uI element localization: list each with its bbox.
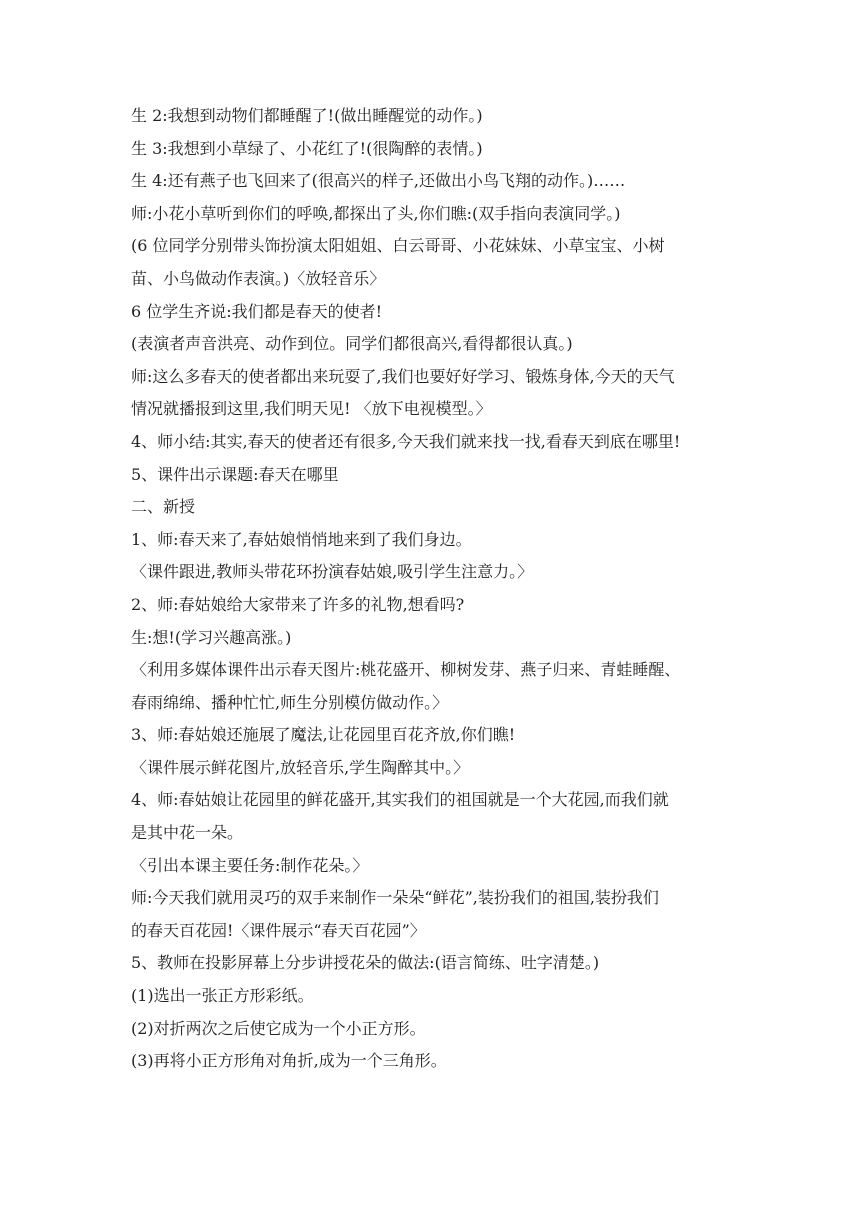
text-line: 〈利用多媒体课件出示春天图片:桃花盛开、柳树发芽、燕子归来、青蛙睡醒、 (131, 660, 681, 680)
list-item: (1)选出一张正方形彩纸。 (131, 986, 314, 1006)
text-line: 生 2:我想到动物们都睡醒了!(做出睡醒觉的动作。) (131, 106, 483, 125)
text-line: 苗、小鸟做动作表演。)〈放轻音乐〉 (131, 268, 386, 288)
text-line: 情况就播报到这里,我们明天见! 〈放下电视模型。〉 (131, 399, 492, 419)
document-body (131, 100, 751, 1078)
text-line: (6 位同学分别带头饰扮演太阳姐姐、白云哥哥、小花妹妹、小草宝宝、小树 (131, 236, 665, 256)
text-line: 〈课件展示鲜花图片,放轻音乐,学生陶醉其中。〉 (131, 757, 470, 777)
text-line: (表演者声音洪亮、动作到位。同学们都很高兴,看得都很认真。) (131, 334, 573, 354)
text-line: 生 4:还有燕子也飞回来了(很高兴的样子,还做出小鸟飞翔的动作。)…… (131, 171, 626, 191)
text-line: 5、教师在投影屏幕上分步讲授花朵的做法:(语言简练、吐字清楚。) (131, 953, 600, 973)
text-line: 4、师小结:其实,春天的使者还有很多,今天我们就来找一找,看春天到底在哪里! (131, 431, 681, 451)
text-line: 1、师:春天来了,春姑娘悄悄地来到了我们身边。 (131, 529, 472, 549)
text-line: 〈课件跟进,教师头带花环扮演春姑娘,吸引学生注意力。〉 (131, 562, 534, 582)
text-line: 师:小花小草听到你们的呼唤,都探出了头,你们瞧:(双手指向表演同学。) (131, 203, 621, 223)
text-line: 师:今天我们就用灵巧的双手来制作一朵朵“鲜花”,装扮我们的祖国,装扮我们 (131, 888, 659, 908)
text-line: 3、师:春姑娘还施展了魔法,让花园里百花齐放,你们瞧! (131, 725, 516, 745)
text-line: 6 位学生齐说:我们都是春天的使者! (131, 301, 383, 321)
list-item: (3)再将小正方形角对角折,成为一个三角形。 (131, 1051, 447, 1071)
text-line: 生 3:我想到小草绿了、小花红了!(很陶醉的表情。) (131, 138, 483, 158)
text-line: 2、师:春姑娘给大家带来了许多的礼物,想看吗? (131, 594, 465, 614)
text-line: 春雨绵绵、播种忙忙,师生分别模仿做动作。〉 (131, 692, 449, 712)
text-line: 的春天百花园!〈课件展示“春天百花园”〉 (131, 920, 426, 940)
list-item: (2)对折两次之后使它成为一个小正方形。 (131, 1018, 426, 1038)
text-line: 生:想!(学习兴趣高涨。) (131, 627, 292, 647)
text-line: 师:这么多春天的使者都出来玩耍了,我们也要好好学习、锻炼身体,今天的天气 (131, 366, 675, 386)
text-line: 是其中花一朵。 (131, 823, 244, 843)
text-line: 4、师:春姑娘让花园里的鲜花盛开,其实我们的祖国就是一个大花园,而我们就 (131, 790, 669, 810)
section-heading: 二、新授 (131, 497, 196, 517)
text-line: 〈引出本课主要任务:制作花朵。〉 (131, 855, 369, 875)
text-line: 5、课件出示课题:春天在哪里 (131, 464, 339, 484)
